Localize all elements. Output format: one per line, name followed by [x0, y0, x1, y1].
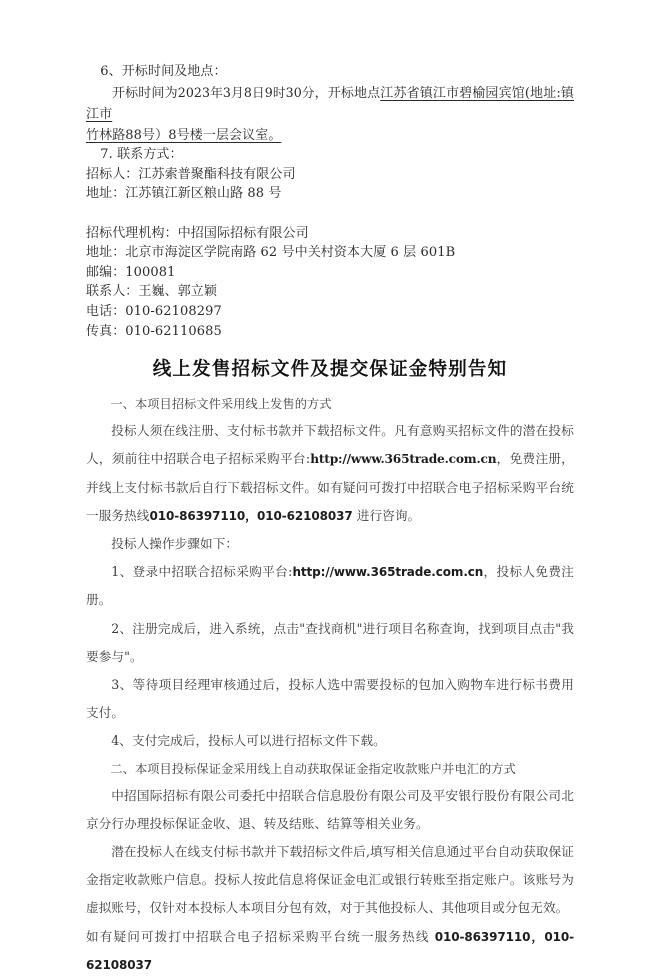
item6-prefix: 开标时间为 [112, 85, 178, 101]
agency-name-line: 招标代理机构：中招国际招标有限公司 [86, 225, 309, 241]
para3-text-a: 如有疑问可拨打中招联合电子招标采购平台统一服务热线 [86, 928, 435, 944]
hotline-phone-1: 010-86397110 [149, 508, 246, 523]
section-two-paragraph-2: 潜在投标人在线支付标书款并下载招标文件后,填写相关信息通过平台自动获取保证金指定收款账户信息。投标人按此信息将保证金电汇或银行转账至指定账户。该账号为虚拟账号，仅针对本投标人本项目分包有效，对于其他投标人、其他项目或分包无效。 [86, 843, 574, 916]
item6-venue-line2 [86, 126, 574, 146]
section-two-heading: 二、本项目投标保证金采用线上自动获取保证金指定收款账户并电汇的方式 [110, 761, 516, 776]
step-2: 2、注册完成后，进入系统，点击"查找商机"进行项目名称查询，找到项目点击"我要参与"。 [86, 620, 574, 664]
steps-intro: 投标人操作步骤如下： [111, 535, 239, 551]
section-two-paragraph-1: 中招国际招标有限公司委托中招联合信息股份有限公司及平安银行股份有限公司北京分行办理投标保证金收、退、转及结账、结算等相关业务。 [86, 787, 574, 831]
para1-text-b: ，免费注册，并线上支付标书款后自行下载招标文件。如有疑问可拨打中招联合电子招标采购平台统一服务热线 [86, 451, 574, 523]
telephone-line: 电话：010-62108297 [86, 303, 222, 319]
tenderer-name-line: 招标人：江苏索普聚酯科技有限公司 [86, 166, 296, 182]
contact-section [86, 62, 574, 341]
step1-text-b: ，投标人免费注册。 [86, 564, 574, 608]
section-one-heading: 一、本项目招标文件采用线上发售的方式 [110, 397, 332, 412]
step-3: 3、等待项目经理审核通过后，投标人选中需要投标的包加入购物车进行标书费用支付。 [86, 676, 574, 721]
step1-url-link[interactable]: http://www.365trade.com.cn [292, 565, 484, 580]
notice-body [86, 391, 574, 979]
item6-datetime: 2023年3月8日9时30分 [177, 84, 315, 100]
hotline-phone-2: 010-62108037 [257, 508, 353, 523]
item6-heading: 6、开标时间及地点： [100, 64, 227, 79]
hotline-separator: ， [245, 508, 258, 523]
contact-persons-line: 联系人：王巍、郭立颖 [86, 284, 218, 300]
step-1 [86, 558, 574, 614]
step-4: 4、支付完成后，投标人可以进行招标文件下载。 [111, 733, 386, 749]
section-two-paragraph-3 [86, 923, 574, 979]
blank-line [86, 204, 574, 224]
step1-text-a: 1、登录中招联合招标采购平台: [111, 564, 293, 580]
footer-hotline-phone-1: 010-86397110 [434, 929, 531, 944]
item6-detail-line [86, 82, 574, 126]
tenderer-address-line: 地址：江苏镇江新区粮山路 88 号 [86, 186, 282, 202]
item6-venue-underlined-2: 竹林路88号）8号楼一层会议室。 [86, 127, 282, 143]
section-one-paragraph-1 [86, 417, 574, 530]
agency-address-line: 地址：北京市海淀区学院南路 62 号中关村资本大厦 6 层 601B [86, 245, 456, 261]
footer-hotline-phone-2: 010-62108037 [86, 929, 574, 972]
platform-url-link[interactable]: http://www.365trade.com.cn [310, 452, 497, 467]
footer-hotline-separator: ， [530, 929, 545, 944]
item7-heading: 7. 联系方式： [100, 147, 183, 163]
postcode-line: 邮编：100081 [86, 264, 176, 280]
fax-line: 传真：010-62110685 [86, 323, 222, 339]
para1-text-c: 进行咨询。 [352, 507, 421, 523]
page-title: 线上发售招标文件及提交保证金特别告知 [152, 359, 508, 381]
item6-venue-underlined-1: 江苏省镇江市碧榆园宾馆(地址:镇江市 [86, 85, 574, 123]
item6-middle: ，开标地点 [314, 85, 381, 101]
para1-text-a: 投标人须在线注册、支付标书款并下载招标文件。凡有意购买招标文件的潜在投标人，须前往中招联合电子招标采购平台: [86, 423, 574, 467]
